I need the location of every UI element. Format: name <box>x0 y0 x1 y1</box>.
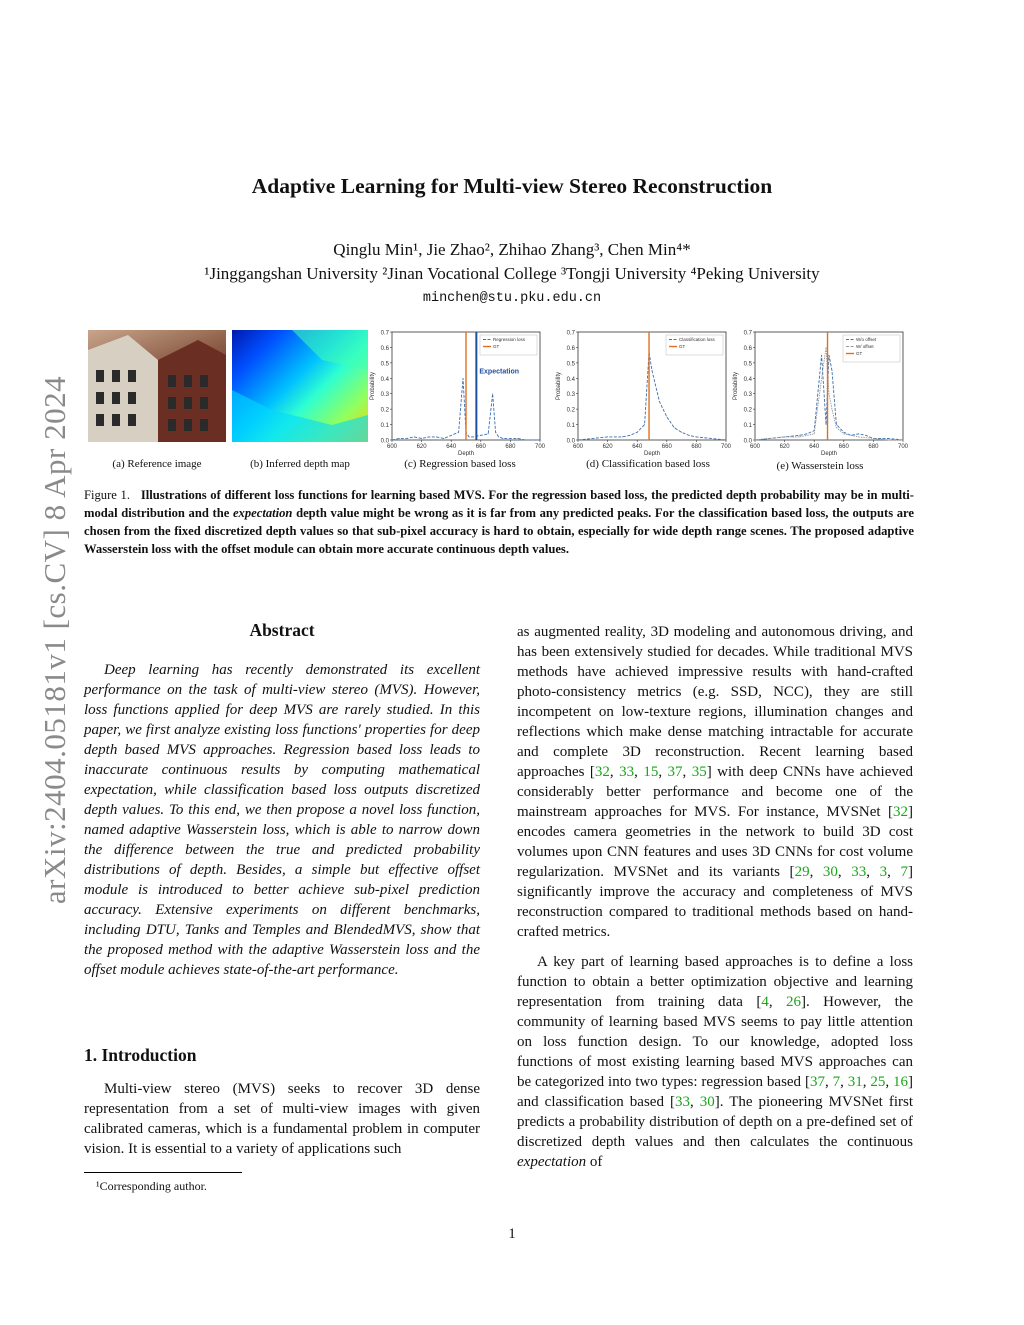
data-point <box>578 440 579 441</box>
footnote: ¹Corresponding author. <box>96 1179 207 1193</box>
data-point <box>540 440 541 441</box>
legend-label: W/o offset <box>856 337 877 342</box>
data-point <box>392 440 393 441</box>
data-point <box>406 438 407 439</box>
y-tick-label: 0.2 <box>380 407 389 414</box>
data-point <box>769 438 770 439</box>
data-point <box>851 435 852 436</box>
x-tick-label: 600 <box>386 444 398 450</box>
citation[interactable]: 35 <box>691 764 707 780</box>
data-point <box>806 433 807 434</box>
figure-caption: Figure 1. Illustrations of different loss functions for learning based MVS. For the regression based loss, the predicted depth probability may be in multi-modal distribution and the expectation depth value might be wrong as it is far from any predicted peaks. For the classification based loss, the outputs are chosen from the fixed discretized depth values so that sub-pixel accuracy is hard to obtain, especially for wide depth range scenes. The proposed adaptive Wasserstein loss with the offset module can obtain more accurate continuous depth values. <box>84 488 914 556</box>
x-axis-label: Depth <box>457 451 475 456</box>
citation[interactable]: 25 <box>870 1074 886 1090</box>
data-point <box>681 432 682 433</box>
citation[interactable]: 37 <box>667 764 683 780</box>
reference-image <box>88 330 226 442</box>
y-tick-label: 0.1 <box>743 423 752 430</box>
y-tick-label: 0.1 <box>566 423 575 430</box>
citation[interactable]: 26 <box>786 994 801 1010</box>
arxiv-stamp: arXiv:2404.05181v1 [cs.CV] 8 Apr 2024 <box>37 375 72 905</box>
data-point <box>755 440 756 441</box>
data-point <box>689 435 690 436</box>
data-point <box>814 433 815 434</box>
data-point <box>821 378 822 379</box>
y-tick-label: 0.5 <box>380 361 389 368</box>
citation[interactable]: 3 <box>879 864 888 880</box>
citation[interactable]: 30 <box>699 1094 715 1110</box>
legend <box>843 335 900 362</box>
citation[interactable]: 31 <box>847 1074 863 1090</box>
data-point <box>495 432 496 433</box>
abstract-heading: Abstract <box>249 620 315 640</box>
data-point <box>826 347 827 348</box>
y-tick-label: 0.2 <box>566 407 575 414</box>
x-tick-label: 660 <box>475 444 486 450</box>
y-axis-label: Probability <box>556 371 562 401</box>
y-axis-label: Probability <box>733 371 739 401</box>
authors: Qinglu Min¹, Jie Zhao², Zhihao Zhang³, Chen Min⁴* <box>333 240 691 259</box>
citation[interactable]: 33 <box>851 864 867 880</box>
x-tick-label: 620 <box>416 444 427 450</box>
data-point <box>436 437 437 438</box>
data-point <box>429 437 430 438</box>
intro-paragraph-1: Multi-view stereo (MVS) seeks to recover 3D dense representation from a set of multi-view images with given calibrated cameras, which is a fundamental problem in computer vision. It is essential to a variety of applications such <box>84 1081 480 1157</box>
data-point <box>696 437 697 438</box>
legend-label: Classification loss <box>679 337 715 342</box>
abstract-text: Deep learning has recently demonstrated its excellent performance on the task of multi-view stereo (MVS). However, loss functions applied for deep MVS are rarely studied. In this paper, we first analyze existing loss functions' properties for deep depth based MVS approaches. Regression based loss leads to inaccurate continuous results by computing mathematical expectation, while classification based loss outputs discretized depth values. To this end, we then propose a novel loss function, named adaptive Wasserstein loss, which is able to narrow down the difference between the true and predicted probability distributions of depth. Besides, a simple but effective offset module is introduced to better achieve sub-pixel prediction accuracy. Extensive experiments on different benchmarks, including DTU, Tanks and Temples and BlendedMVS, show that the proposed method with the adaptive Wasserstein loss and the offset module achieves state-of-the-art performance. <box>84 662 480 978</box>
data-point <box>517 438 518 439</box>
paper-title: Adaptive Learning for Multi-view Stereo Reconstruction <box>251 174 773 198</box>
data-point <box>399 438 400 439</box>
series-line <box>755 355 903 440</box>
x-tick-label: 600 <box>749 444 761 450</box>
data-point <box>843 433 844 434</box>
caption-c: (c) Regression based loss <box>404 458 516 470</box>
citation[interactable]: 30 <box>822 864 838 880</box>
y-tick-label: 0.4 <box>743 376 752 383</box>
data-point <box>488 433 489 434</box>
x-tick-label: 600 <box>572 444 584 450</box>
data-point <box>726 440 727 441</box>
data-point <box>821 355 822 356</box>
x-tick-label: 660 <box>661 444 672 450</box>
email: minchen@stu.pku.edu.cn <box>422 291 602 306</box>
citation[interactable]: 33 <box>619 764 635 780</box>
x-tick-label: 640 <box>632 444 643 450</box>
chart-classification <box>552 326 732 461</box>
citation[interactable]: 32 <box>594 764 610 780</box>
data-point <box>469 437 470 438</box>
x-tick-label: 660 <box>838 444 849 450</box>
intro-continued <box>517 622 913 1172</box>
data-point <box>592 438 593 439</box>
data-point <box>525 440 526 441</box>
caption-e: (e) Wasserstein loss <box>776 460 864 472</box>
y-tick-label: 0.3 <box>743 392 752 399</box>
x-tick-label: 620 <box>779 444 790 450</box>
x-tick-label: 680 <box>868 444 879 450</box>
chart-wasserstein <box>729 326 909 461</box>
data-point <box>866 435 867 436</box>
chart-regression <box>366 326 546 461</box>
data-point <box>832 409 833 410</box>
data-point <box>622 437 623 438</box>
affiliations: ¹Jinggangshan University ²Jinan Vocational College ³Tongji University ⁴Peking University <box>204 264 820 283</box>
data-point <box>858 437 859 438</box>
data-point <box>637 432 638 433</box>
chart-annotation: Expectation <box>479 368 520 376</box>
data-point <box>629 435 630 436</box>
page-number: 1 <box>508 1226 516 1242</box>
data-point <box>903 440 904 441</box>
data-point <box>888 440 889 441</box>
data-point <box>473 437 474 438</box>
y-tick-label: 0.4 <box>380 376 389 383</box>
data-point <box>836 427 837 428</box>
intro-paragraph-3: A key part of learning based approaches is to define a loss function to obtain a better optimization objective and learning representation from training data [4, 26]. However, the community of learning based MVS seems to pay little attention on loss function design. To our knowledge, adopted loss functions of most existing learning based MVS approaches can be categorized into two types: regression based [37, 7, 31, 25, 16] and classification based [33, 30]. The pioneering MVSNet first predicts a probability distribution of depth on a pre-defined set of discretized depth values and then calculates the continuous expectation of <box>517 954 914 1170</box>
data-point <box>652 370 653 371</box>
y-tick-label: 0.2 <box>743 407 752 414</box>
citation[interactable]: 7 <box>832 1074 841 1090</box>
intro-heading: 1. Introduction <box>84 1045 197 1065</box>
caption-a: (a) Reference image <box>112 458 202 470</box>
citation[interactable]: 7 <box>900 864 908 880</box>
data-point <box>414 437 415 438</box>
caption-d: (d) Classification based loss <box>586 458 710 470</box>
caption-b: (b) Inferred depth map <box>250 458 350 470</box>
data-point <box>784 437 785 438</box>
x-tick-label: 640 <box>446 444 457 450</box>
figure-label: Figure 1. <box>84 488 130 502</box>
y-tick-label: 0.0 <box>566 438 575 445</box>
y-tick-label: 0.3 <box>566 392 575 399</box>
legend <box>666 335 723 355</box>
y-tick-label: 0.3 <box>380 392 389 399</box>
data-point <box>711 438 712 439</box>
y-tick-label: 0.5 <box>566 361 575 368</box>
data-point <box>888 438 889 439</box>
data-point <box>451 435 452 436</box>
data-point <box>832 370 833 371</box>
data-point <box>498 437 499 438</box>
x-tick-label: 640 <box>809 444 820 450</box>
data-point <box>674 427 675 428</box>
data-point <box>659 401 660 402</box>
x-axis-label: Depth <box>643 451 661 456</box>
legend-label: GT <box>679 344 686 349</box>
data-point <box>799 435 800 436</box>
data-point <box>666 416 667 417</box>
intro-section <box>84 1045 480 1159</box>
data-point <box>607 437 608 438</box>
depth-map-image <box>232 330 368 442</box>
y-axis-label: Probability <box>370 371 376 401</box>
data-point <box>829 355 830 356</box>
y-tick-label: 0.5 <box>743 361 752 368</box>
data-point <box>826 424 827 425</box>
data-point <box>421 438 422 439</box>
citation[interactable]: 16 <box>893 1074 909 1090</box>
intro-paragraph-2: as augmented reality, 3D modeling and autonomous driving, and has been extensively studied for decades. While traditional MVS methods have achieved impressive results with hand-crafted photo-consistency metrics (e.g. SSD, NCC), they are still incompetent on low-texture regions, illumination changes and reflections which make dense matching intractable for accurate and complete 3D reconstruction. Recent learning based approaches [32, 33, 15, 37, 35] with deep CNNs have achieved considerably better performance and become one of the mainstream approaches for MVS. For instance, MVSNet [32] encodes camera geometries in the network to build 3D cost volumes upon CNN features and uses 3D CNNs for cost volume regularization. MVSNet and its variants [29, 30, 33, 3, 7] significantly improve the accuracy and completeness of MVS reconstruction compared to traditional methods based on hand-crafted metrics. <box>517 624 914 940</box>
footnote-rule <box>84 1172 242 1173</box>
citation[interactable]: 37 <box>809 1074 825 1090</box>
x-tick-label: 700 <box>897 444 909 450</box>
x-tick-label: 620 <box>602 444 613 450</box>
y-tick-label: 0.4 <box>566 376 575 383</box>
data-point <box>503 438 504 439</box>
y-tick-label: 0.6 <box>380 345 389 352</box>
y-tick-label: 0.6 <box>566 345 575 352</box>
data-point <box>532 440 533 441</box>
data-point <box>458 432 459 433</box>
data-point <box>492 393 493 394</box>
y-tick-label: 0.7 <box>743 330 752 337</box>
citation[interactable]: 29 <box>794 864 810 880</box>
legend-label: GT <box>856 351 863 356</box>
citation[interactable]: 15 <box>643 764 659 780</box>
data-point <box>510 438 511 439</box>
data-point <box>873 438 874 439</box>
data-point <box>843 432 844 433</box>
abstract-section <box>84 620 480 980</box>
data-point <box>858 433 859 434</box>
legend-label: Regression loss <box>493 337 526 342</box>
x-axis-label: Depth <box>820 451 838 456</box>
y-tick-label: 0.1 <box>380 423 389 430</box>
y-tick-label: 0.7 <box>380 330 389 337</box>
x-tick-label: 680 <box>505 444 516 450</box>
legend-label: GT <box>493 344 500 349</box>
data-point <box>799 437 800 438</box>
x-tick-label: 680 <box>691 444 702 450</box>
data-point <box>463 378 464 379</box>
legend <box>480 335 537 355</box>
y-tick-label: 0.0 <box>743 438 752 445</box>
citation[interactable]: 4 <box>761 994 769 1010</box>
series-line <box>578 352 726 440</box>
citation[interactable]: 33 <box>674 1094 690 1110</box>
data-point <box>829 393 830 394</box>
data-point <box>443 438 444 439</box>
y-tick-label: 0.6 <box>743 345 752 352</box>
legend-label: W/ offset <box>856 344 874 349</box>
y-tick-label: 0.7 <box>566 330 575 337</box>
x-tick-label: 700 <box>534 444 546 450</box>
y-tick-label: 0.0 <box>380 438 389 445</box>
data-point <box>480 435 481 436</box>
x-tick-label: 700 <box>720 444 732 450</box>
data-point <box>644 424 645 425</box>
building-illustration <box>88 330 226 442</box>
depth-map-overlay <box>232 330 368 442</box>
